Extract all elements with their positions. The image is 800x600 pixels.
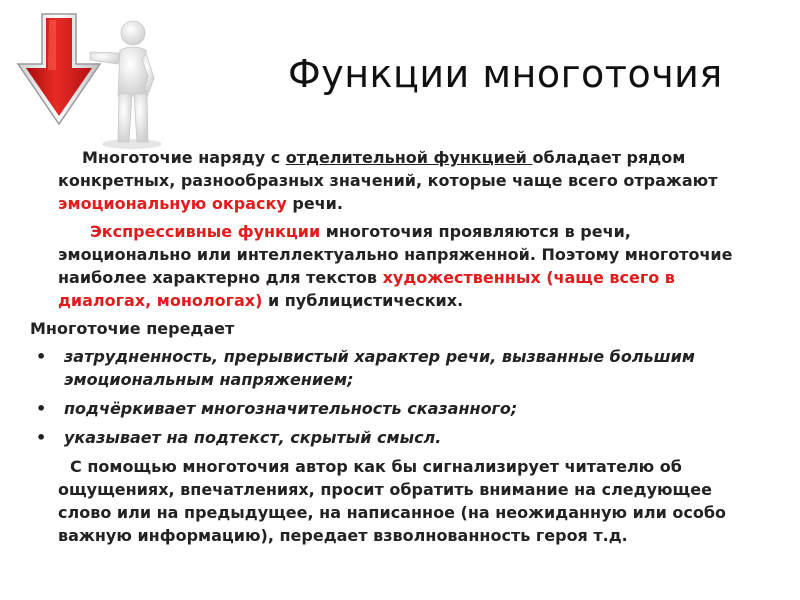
list-item bbox=[30, 397, 758, 420]
arrow-person-illustration bbox=[8, 6, 178, 156]
list-item-text: подчёркивает многозначительность сказанного; bbox=[64, 399, 518, 418]
red-down-arrow-icon bbox=[18, 14, 100, 124]
underlined-term: отделительной функцией bbox=[285, 148, 533, 167]
bullet-list bbox=[30, 345, 758, 449]
list-label: Многоточие передает bbox=[30, 319, 235, 338]
text-fragment: обладает рядом конкретных, разнообразных значений, которые чаще всего отражают bbox=[58, 148, 718, 190]
list-item bbox=[30, 345, 758, 391]
highlighted-term: эмоциональную окраску bbox=[58, 194, 287, 213]
bullet-icon: • bbox=[36, 399, 47, 418]
list-item-text: затрудненность, прерывистый характер речи, вызванные большим эмоциональным напряжением; bbox=[64, 347, 695, 389]
bullet-icon: • bbox=[36, 428, 47, 447]
white-person-figure bbox=[90, 21, 162, 149]
text-fragment: речи. bbox=[286, 194, 343, 213]
text-fragment: и публицистических. bbox=[262, 291, 464, 310]
paragraph-conclusion: С помощью многоточия автор как бы сигнализирует читателю об ощущениях, впечатлениях, просит обратить внимание на следующее слово или на предыдущее, на написанное (на неожиданную или особо важную информацию), передает взволнованность героя т.д. bbox=[58, 457, 726, 545]
text-fragment: многоточия проявляются в речи, эмоционально или интеллектуально напряженной. Поэтому многоточие наиболее характерно для текстов bbox=[58, 222, 733, 287]
paragraph-intro bbox=[58, 146, 758, 215]
paragraph-expressive bbox=[58, 220, 758, 312]
highlighted-term: Экспрессивные функции bbox=[90, 222, 321, 241]
list-item bbox=[30, 426, 758, 449]
slide-content bbox=[30, 146, 758, 552]
slide-title: Функции многоточия bbox=[288, 52, 723, 96]
text-fragment: Многоточие наряду с bbox=[82, 148, 286, 167]
list-item-text: указывает на подтекст, скрытый смысл. bbox=[64, 428, 442, 447]
highlighted-term: художественных (чаще всего в диалогах, монологах) bbox=[58, 268, 675, 310]
bullet-icon: • bbox=[36, 347, 47, 366]
